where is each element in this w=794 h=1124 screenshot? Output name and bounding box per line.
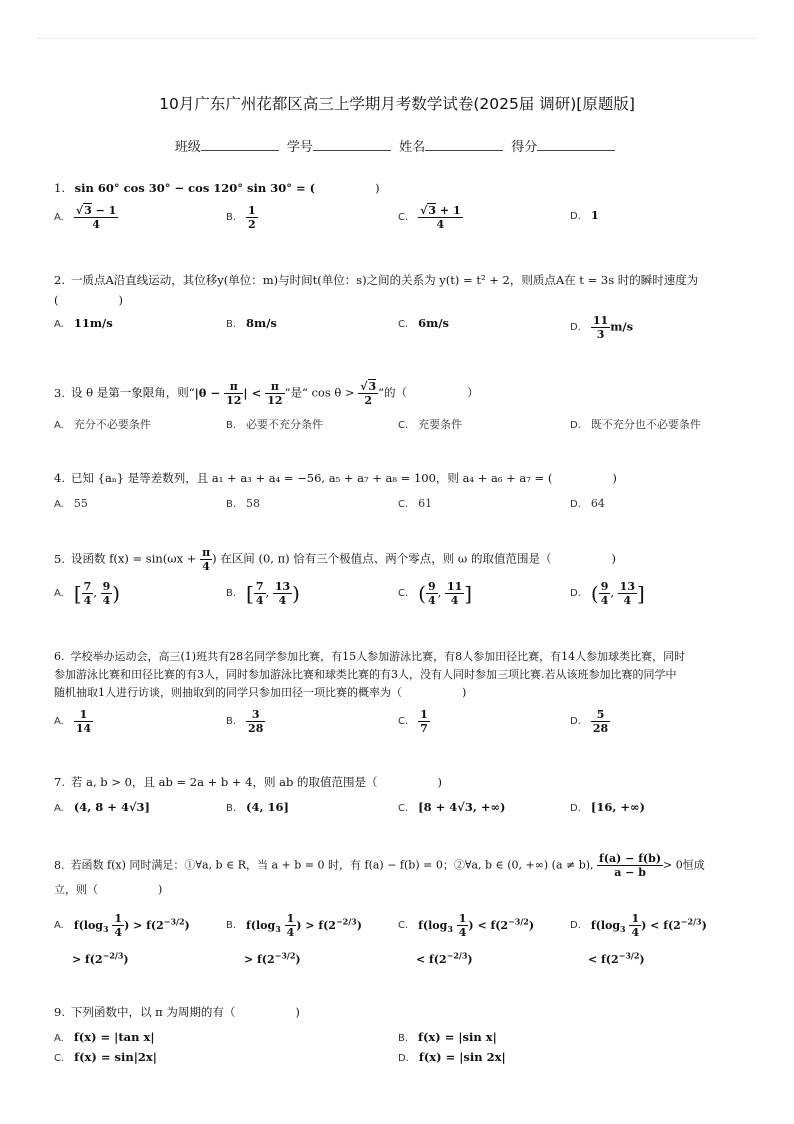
question-8: 8. 若函数 f(x) 同时满足：①∀a, b ∈ R，当 a + b = 0 时，有 f(a) − f(b) = 0；②∀a, b ∈ (0, +∞) (a ≠ b), $\frac{f(a) - f(b)}{a - b}$ > 0恒成 立，则（ ) — [54, 852, 705, 896]
q9-option-a[interactable]: A. f(x) = |tan x| — [54, 1030, 155, 1044]
class-blank — [201, 138, 279, 151]
q6-option-c[interactable]: C. $\frac{1}{7}$ — [398, 708, 428, 735]
q2-stem: 一质点A沿直线运动，其位移y(单位：m)与时间t(单位：s)之间的关系为 y(t) = t² + 2，则质点A在 t = 3s 时的瞬时速度为 — [70, 273, 699, 287]
score-blank — [537, 138, 615, 151]
score-label: 得分 — [511, 140, 538, 155]
q6-option-b[interactable]: B. $\frac{3}{28}$ — [226, 708, 264, 735]
q7-stem: 若 a, b > 0，且 ab = 2a + b + 4，则 ab 的取值范围是（ — [70, 775, 378, 789]
q1-option-b[interactable]: B. $\frac{1}{2}$ — [226, 204, 256, 231]
q3-option-a[interactable]: A. 充分不必要条件 — [54, 418, 151, 431]
question-6: 6. 学校举办运动会，高三(1)班共有28名同学参加比赛，有15人参加游泳比赛，有8人参加田径比赛，有14人参加球类比赛，同时 参加游泳比赛和田径比赛的有3人，同时参加游泳比赛和球类比赛的有3人，没有人同时参加三项比赛.若从该班参加比赛的同学中 随机抽取1人进行访谈，则抽取到的同学只参加田径一项比赛的概率为（ ) — [54, 650, 686, 699]
top-rule — [37, 38, 757, 39]
question-5: 5. 设函数 f(x) = sin(ωx + $\frac{\pi}{4}$ ) 在区间 (0, π) 恰有三个极值点、两个零点，则 ω 的取值范围是（ ) — [54, 546, 616, 573]
q1-stem: sin 60° cos 30° − cos 120° sin 30° = ( — [74, 181, 316, 195]
question-4: 4. 已知 {aₙ} 是等差数列，且 a₁ + a₃ + a₄ = −56, a₅ + a₇ + a₈ = 100，则 a₄ + a₆ + a₇ = ( ) — [54, 471, 617, 485]
q5-option-d[interactable]: D. ( $\frac{9}{4}$ , $\frac{13}{4}$ ] — [570, 580, 645, 607]
q5-option-a[interactable]: A. [ $\frac{7}{4}$ , $\frac{9}{4}$ ) — [54, 580, 121, 607]
q4-stem: 已知 {aₙ} 是等差数列，且 a₁ + a₃ + a₄ = −56, a₅ + a₇ + a₈ = 100，则 a₄ + a₆ + a₇ = ( — [70, 471, 553, 485]
q4-option-c[interactable]: C. 61 — [398, 497, 433, 510]
id-blank — [313, 138, 391, 151]
q4-option-b[interactable]: B. 58 — [226, 497, 261, 510]
q2-option-c[interactable]: C. 6m/s — [398, 316, 450, 330]
q5-option-c[interactable]: C. ( $\frac{9}{4}$ , $\frac{11}{4}$ ] — [398, 580, 473, 607]
q3-option-b[interactable]: B. 必要不充分条件 — [226, 418, 324, 431]
q9-stem: 下列函数中，以 π 为周期的有（ — [70, 1005, 236, 1019]
q7-option-a[interactable]: A. (4, 8 + 4√3] — [54, 800, 150, 814]
q9-option-d[interactable]: D. f(x) = |sin 2x| — [398, 1050, 506, 1064]
q2-option-a[interactable]: A. 11m/s — [54, 316, 113, 330]
class-label: 班级 — [174, 140, 201, 155]
q1-option-c[interactable]: C. $\frac{√3 + 1}{4}$ — [398, 204, 461, 231]
page-title: 10月广东广州花都区高三上学期月考数学试卷(2025届 调研)[原题版] — [159, 95, 635, 113]
question-7: 7. 若 a, b > 0，且 ab = 2a + b + 4，则 ab 的取值范围是（ ) — [54, 775, 443, 789]
q7-option-c[interactable]: C. [8 + 4√3, +∞) — [398, 800, 506, 814]
question-1: 1. sin 60° cos 30° − cos 120° sin 30° = ( ) — [54, 181, 380, 195]
q1-option-a[interactable]: A. $\frac{√3 - 1}{4}$ — [54, 204, 117, 231]
q4-option-a[interactable]: A. 55 — [54, 497, 88, 510]
q4-option-d[interactable]: D. 64 — [570, 497, 605, 510]
question-2: 2. 一质点A沿直线运动，其位移y(单位：m)与时间t(单位：s)之间的关系为 y(t) = t² + 2，则质点A在 t = 3s 时的瞬时速度为 ( ) — [54, 273, 699, 307]
q9-option-c[interactable]: C. f(x) = sin|2x| — [54, 1050, 157, 1064]
name-blank — [425, 138, 503, 151]
question-3: 3. 设 θ 是第一象限角，则“|θ − $\frac{\pi}{12}$ | < $\frac{\pi}{12}$ ”是“ cos θ > $\frac{√3}{2}$ ”的（ ） — [54, 380, 479, 407]
q8-option-a[interactable]: A. $f(\log_3$ $\frac{1}{4}$ ) > $f(2^{-3/2})$ > $f(2^{-2/3})$ — [54, 912, 190, 966]
id-label: 学号 — [286, 140, 313, 155]
name-label: 姓名 — [399, 140, 426, 155]
q6-option-a[interactable]: A. $\frac{1}{14}$ — [54, 708, 92, 735]
q1-option-d[interactable]: D. 1 — [570, 208, 599, 222]
q8-option-d[interactable]: D. $f(\log_3$ $\frac{1}{4}$ ) < $f(2^{-2/3})$ < $f(2^{-3/2})$ — [570, 912, 707, 966]
q8-option-c[interactable]: C. $f(\log_3$ $\frac{1}{4}$ ) < $f(2^{-3/2})$ < $f(2^{-2/3})$ — [398, 912, 535, 966]
q3-option-c[interactable]: C. 充要条件 — [398, 418, 463, 431]
q7-option-b[interactable]: B. (4, 16] — [226, 800, 289, 814]
q6-option-d[interactable]: D. $\frac{5}{28}$ — [570, 708, 609, 735]
q5-option-b[interactable]: B. [ $\frac{7}{4}$ , $\frac{13}{4}$ ) — [226, 580, 300, 607]
question-9: 9. 下列函数中，以 π 为周期的有（ ) — [54, 1005, 300, 1019]
q2-option-d[interactable]: D. $\frac{11}{3}$ m/s — [570, 314, 634, 341]
student-info-row — [0, 136, 794, 155]
q9-option-b[interactable]: B. f(x) = |sin x| — [398, 1030, 497, 1044]
q7-option-d[interactable]: D. [16, +∞) — [570, 800, 645, 814]
q2-option-b[interactable]: B. 8m/s — [226, 316, 277, 330]
q8-option-b[interactable]: B. $f(\log_3$ $\frac{1}{4}$ ) > $f(2^{-2/3})$ > $f(2^{-3/2})$ — [226, 912, 362, 966]
q3-option-d[interactable]: D. 既不充分也不必要条件 — [570, 418, 701, 431]
